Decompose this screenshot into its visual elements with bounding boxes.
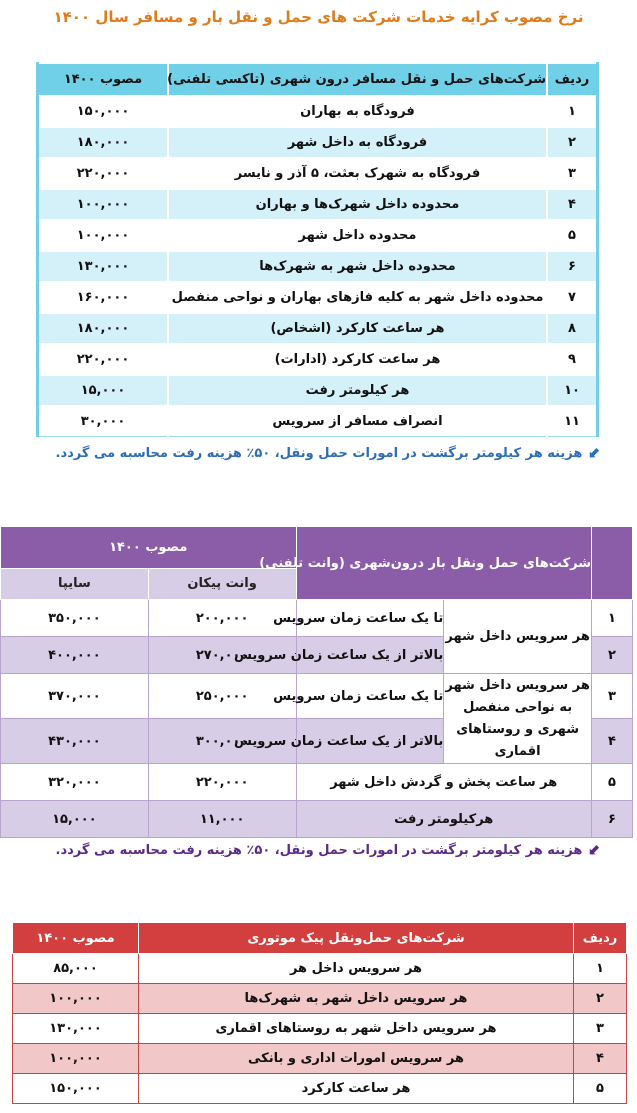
row-number: ۳ — [547, 158, 598, 189]
service-name: هر سرویس داخل هر — [139, 954, 574, 984]
row-number: ۵ — [592, 764, 633, 801]
table-row — [38, 158, 598, 189]
row-number: ۱۰ — [547, 375, 598, 406]
table-row — [13, 984, 627, 1014]
header-approved-price: مصوب ۱۴۰۰ — [1, 527, 297, 569]
saipa-price: ۱۵,۰۰۰ — [1, 801, 149, 838]
row-number: ۲ — [547, 127, 598, 158]
vanet-price: ۳۰۰,۰۰۰ — [148, 719, 296, 764]
price-value: ۲۲۰,۰۰۰ — [38, 344, 169, 375]
row-number: ۵ — [574, 1074, 627, 1104]
service-name: محدوده داخل شهر به شهرک‌ها — [168, 251, 547, 282]
row-number: ۱ — [574, 954, 627, 984]
note-text: هزینه هر کیلومتر برگشت در امورات حمل ونقل، ۵۰٪ هزینه رفت محاسبه می گردد. — [55, 843, 583, 858]
table-row — [38, 282, 598, 313]
row-number: ۶ — [592, 801, 633, 838]
service-condition: تا یک ساعت زمان سرویس — [296, 674, 444, 719]
service-name: هر کیلومتر رفت — [168, 375, 547, 406]
price-value: ۱۰۰,۰۰۰ — [13, 984, 139, 1014]
header-service: شرکت‌های حمل ونقل بار درون‌شهری (وانت تلفنی) — [296, 527, 592, 600]
table-row — [38, 406, 598, 437]
row-number: ۱۱ — [547, 406, 598, 437]
price-value: ۲۲۰,۰۰۰ — [38, 158, 169, 189]
price-value: ۱۵۰,۰۰۰ — [13, 1074, 139, 1104]
service-name: انصراف مسافر از سرویس — [168, 406, 547, 437]
header-row-number — [592, 527, 633, 600]
table-header-row — [1, 527, 633, 569]
row-number: ۱ — [592, 600, 633, 637]
table-row — [1, 801, 633, 838]
service-condition: بالاتر از یک ساعت زمان سرویس — [296, 637, 444, 674]
table-row — [1, 600, 633, 637]
table-row — [38, 344, 598, 375]
header-vanet-peykan: وانت پیکان — [148, 568, 296, 599]
saipa-price: ۴۳۰,۰۰۰ — [1, 719, 149, 764]
row-number: ۲ — [592, 637, 633, 674]
price-value: ۱۳۰,۰۰۰ — [38, 251, 169, 282]
service-name: فرودگاه به داخل شهر — [168, 127, 547, 158]
service-name: فرودگاه به شهرک بعثت، ۵ آذر و نایسر — [168, 158, 547, 189]
price-value: ۱۵,۰۰۰ — [38, 375, 169, 406]
taxi-fares-table — [36, 62, 599, 437]
service-name: محدوده داخل شهر — [168, 220, 547, 251]
row-number: ۴ — [592, 719, 633, 764]
van-fares-table — [0, 526, 633, 838]
service-name: فرودگاه به بهاران — [168, 96, 547, 127]
vanet-price: ۱۱,۰۰۰ — [148, 801, 296, 838]
table-header-row — [13, 923, 627, 954]
motor-courier-table — [12, 922, 627, 1104]
service-name: هر ساعت کارکرد (ادارات) — [168, 344, 547, 375]
saipa-price: ۳۲۰,۰۰۰ — [1, 764, 149, 801]
price-value: ۱۰۰,۰۰۰ — [13, 1044, 139, 1074]
service-group: هر سرویس داخل شهر — [444, 600, 592, 674]
header-row-number: ردیف — [574, 923, 627, 954]
price-value: ۱۶۰,۰۰۰ — [38, 282, 169, 313]
note-text: هزینه هر کیلومتر برگشت در امورات حمل ونقل، ۵۰٪ هزینه رفت محاسبه می گردد. — [55, 446, 583, 461]
service-name: محدوده داخل شهر به کلیه فازهای بهاران و نواحی منفصل — [168, 282, 547, 313]
table-row — [38, 96, 598, 127]
service-name: هر ساعت کارکرد (اشخاص) — [168, 313, 547, 344]
return-cost-note — [56, 443, 602, 461]
row-number: ۸ — [547, 313, 598, 344]
row-number: ۲ — [574, 984, 627, 1014]
service-condition: بالاتر از یک ساعت زمان سرویس — [296, 719, 444, 764]
service-condition: تا یک ساعت زمان سرویس — [296, 600, 444, 637]
header-saipa: سایپا — [1, 568, 149, 599]
service-condition: هر ساعت پخش و گردش داخل شهر — [296, 764, 592, 801]
price-value: ۱۵۰,۰۰۰ — [38, 96, 169, 127]
price-value: ۳۰,۰۰۰ — [38, 406, 169, 437]
table-header-row — [38, 63, 598, 96]
table-row — [38, 251, 598, 282]
arrow-icon: ⬋ — [588, 443, 601, 461]
row-number: ۱ — [547, 96, 598, 127]
table-row — [1, 764, 633, 801]
row-number: ۳ — [592, 674, 633, 719]
saipa-price: ۴۰۰,۰۰۰ — [1, 637, 149, 674]
service-name: هر سرویس داخل شهر به شهرک‌ها — [139, 984, 574, 1014]
vanet-price: ۲۵۰,۰۰۰ — [148, 674, 296, 719]
table-row — [13, 1014, 627, 1044]
service-name: هر ساعت کارکرد — [139, 1074, 574, 1104]
table-row — [13, 1074, 627, 1104]
row-number: ۷ — [547, 282, 598, 313]
table-row — [38, 220, 598, 251]
vanet-price: ۲۲۰,۰۰۰ — [148, 764, 296, 801]
header-approved-price: مصوب ۱۴۰۰ — [38, 63, 169, 96]
price-value: ۱۰۰,۰۰۰ — [38, 189, 169, 220]
arrow-icon: ⬋ — [588, 840, 601, 858]
return-cost-note — [56, 840, 602, 858]
page-title: نرخ مصوب کرایه خدمات شرکت های حمل و نقل بار و مسافر سال ۱۴۰۰ — [53, 8, 584, 26]
table-row — [13, 1044, 627, 1074]
table-row — [38, 313, 598, 344]
service-name: هر سرویس داخل شهر به روستاهای اقماری — [139, 1014, 574, 1044]
service-group: هر سرویس داخل شهر به نواحی منفصل شهری و روستاهای اقماری — [444, 674, 592, 764]
price-value: ۱۸۰,۰۰۰ — [38, 127, 169, 158]
header-service: شرکت‌های حمل‌ونقل پیک موتوری — [139, 923, 574, 954]
table-row — [38, 127, 598, 158]
header-row-number: ردیف — [547, 63, 598, 96]
price-value: ۸۵,۰۰۰ — [13, 954, 139, 984]
saipa-price: ۳۵۰,۰۰۰ — [1, 600, 149, 637]
table-row — [38, 375, 598, 406]
table-row — [38, 189, 598, 220]
service-name: محدوده داخل شهرک‌ها و بهاران — [168, 189, 547, 220]
price-value: ۱۸۰,۰۰۰ — [38, 313, 169, 344]
row-number: ۳ — [574, 1014, 627, 1044]
vanet-price: ۲۷۰,۰۰۰ — [148, 637, 296, 674]
table-row — [13, 954, 627, 984]
row-number: ۶ — [547, 251, 598, 282]
price-value: ۱۳۰,۰۰۰ — [13, 1014, 139, 1044]
vanet-price: ۲۰۰,۰۰۰ — [148, 600, 296, 637]
header-approved-price: مصوب ۱۴۰۰ — [13, 923, 139, 954]
row-number: ۵ — [547, 220, 598, 251]
service-condition: هرکیلومتر رفت — [296, 801, 592, 838]
row-number: ۴ — [574, 1044, 627, 1074]
price-value: ۱۰۰,۰۰۰ — [38, 220, 169, 251]
saipa-price: ۳۷۰,۰۰۰ — [1, 674, 149, 719]
row-number: ۴ — [547, 189, 598, 220]
row-number: ۹ — [547, 344, 598, 375]
table-row — [1, 674, 633, 719]
header-service: شرکت‌های حمل و نقل مسافر درون شهری (تاکسی تلفنی) — [168, 63, 547, 96]
service-name: هر سرویس امورات اداری و بانکی — [139, 1044, 574, 1074]
